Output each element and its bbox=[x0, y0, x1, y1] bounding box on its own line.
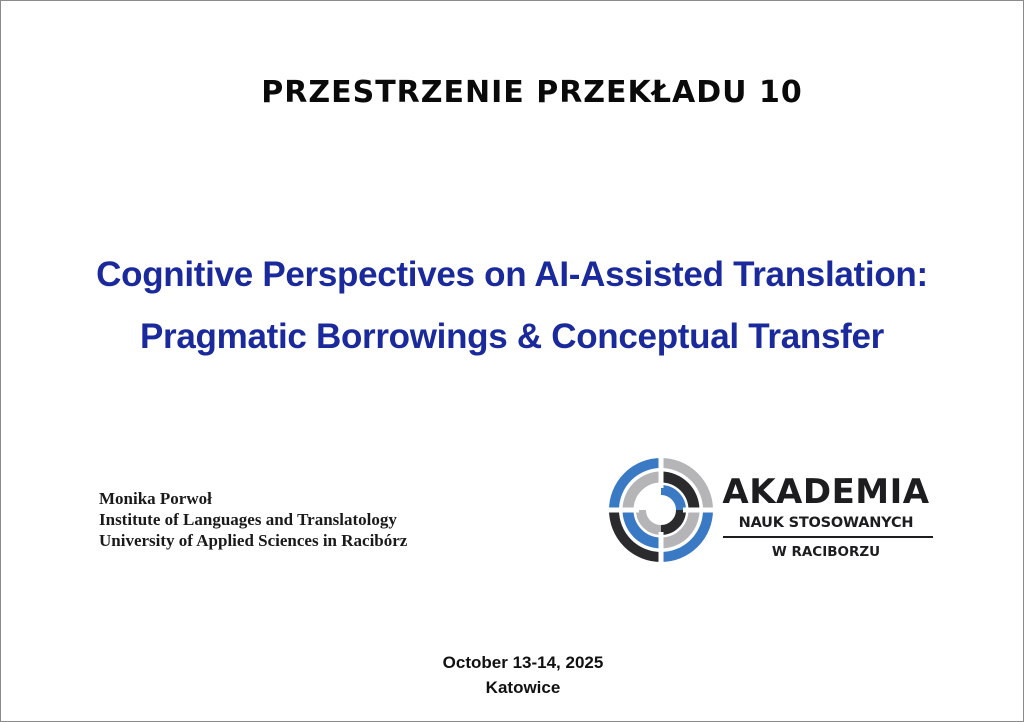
logo-subtitle: NAUK STOSOWANYCH bbox=[738, 515, 914, 531]
ans-raciborz-ring-logo-icon bbox=[609, 458, 713, 562]
event-date: October 13-14, 2025 bbox=[442, 653, 604, 672]
talk-title-line-2: Pragmatic Borrowings & Conceptual Transfer bbox=[140, 317, 884, 356]
author-institute: Institute of Languages and Translatology bbox=[99, 510, 397, 529]
logo-location: W RACIBORZU bbox=[771, 544, 881, 560]
author-block bbox=[99, 488, 407, 551]
conference-title: PRZESTRZENIE PRZEKŁADU 10 bbox=[261, 75, 803, 110]
university-logo bbox=[609, 458, 939, 566]
author-name: Monika Porwoł bbox=[99, 489, 212, 508]
logo-name: AKADEMIA bbox=[722, 472, 930, 512]
author-university: University of Applied Sciences in Racibórz bbox=[99, 531, 408, 550]
logo-divider bbox=[723, 536, 933, 538]
event-place: Katowice bbox=[485, 678, 561, 697]
talk-title-line-1: Cognitive Perspectives on AI-Assisted Translation: bbox=[96, 255, 928, 294]
